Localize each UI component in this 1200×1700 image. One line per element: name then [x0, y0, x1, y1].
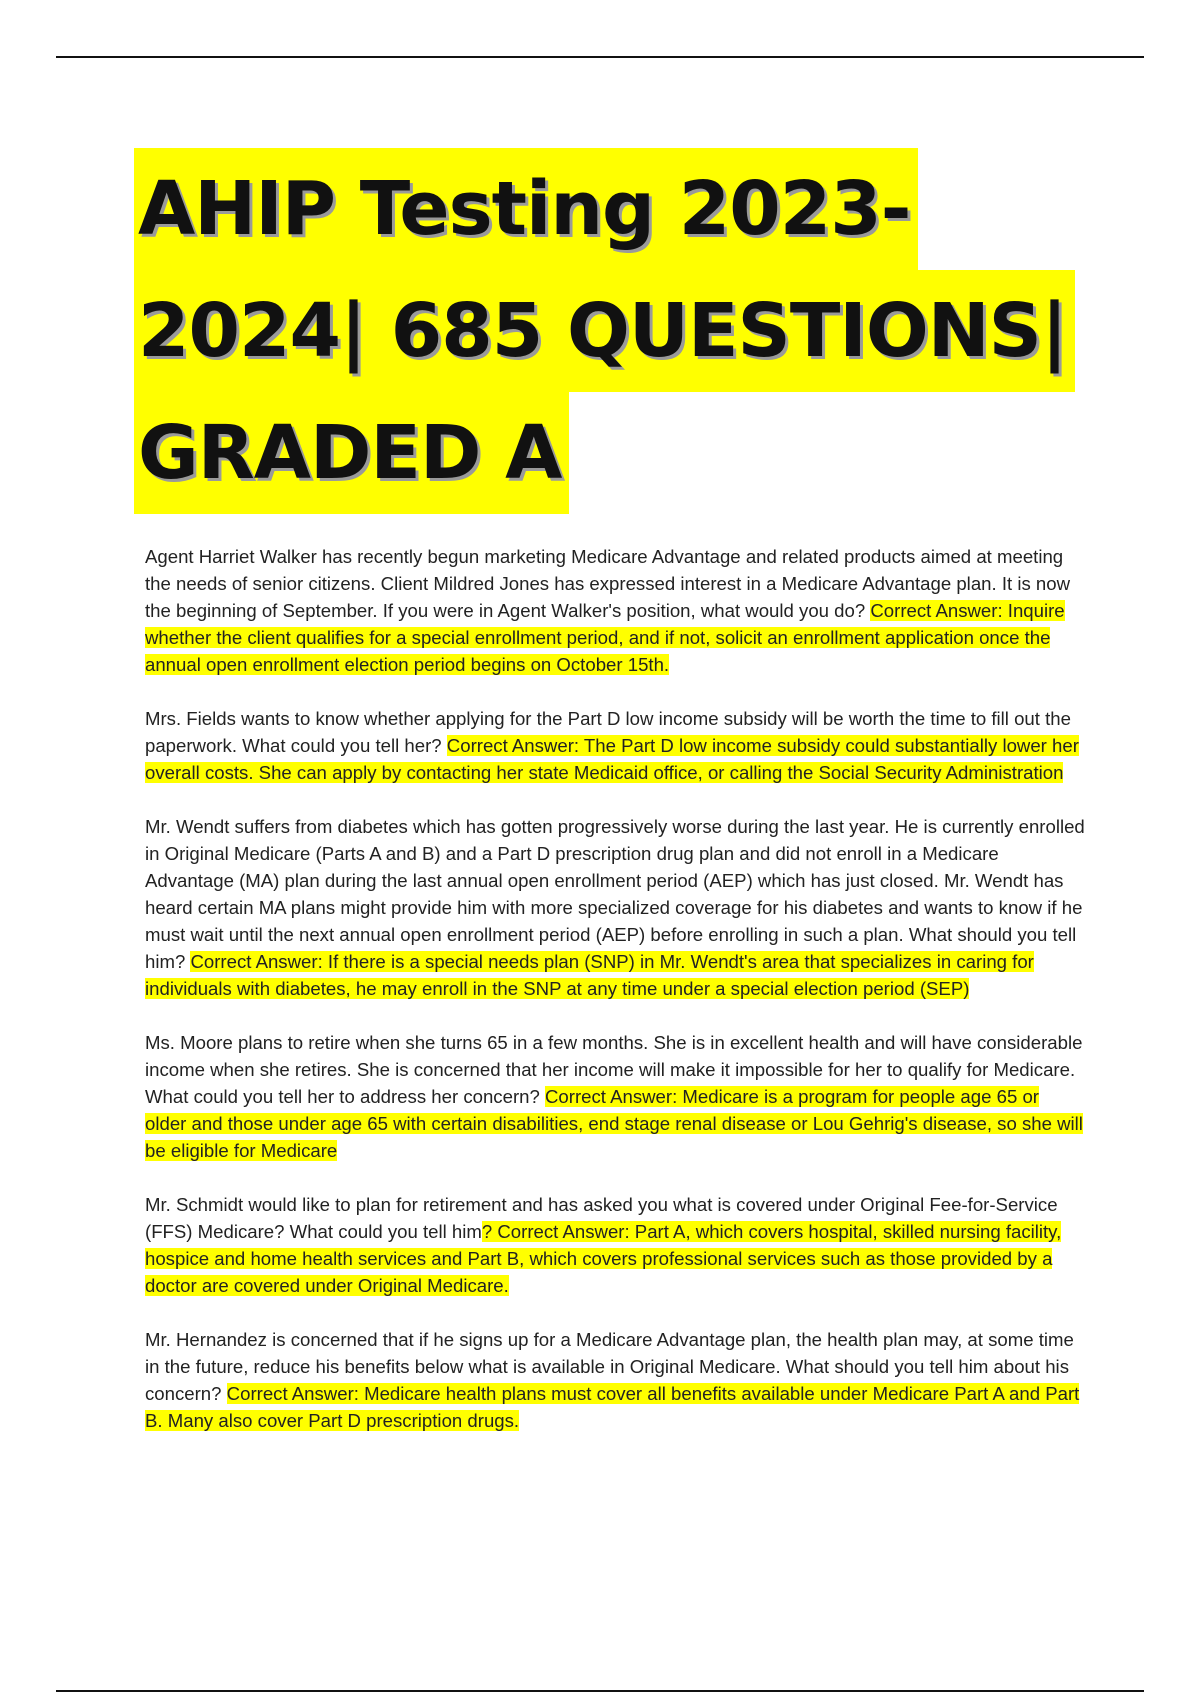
title-line-2: 2024| 685 QUESTIONS| — [134, 270, 1075, 392]
question-text: Mr. Wendt suffers from diabetes which has gotten progressively worse during the last year. He is currently enrolled in Original Medicare (Parts A and B) and a Part D prescription drug plan and did not enroll in a Medicare Advantage (MA) plan during the last annual open enrollment period (AEP) which has just closed. Mr. Wendt has heard certain MA plans might provide him with more specialized coverage for his diabetes and wants to know if he must wait until the next annual open enrollment period (AEP) before enrolling in such a plan. What should you tell him? — [145, 816, 1085, 972]
qa-item-5 — [145, 1191, 1085, 1299]
question-text: Mr. Schmidt would like to plan for retirement and has asked you what is covered under Original Fee-for-Service (FFS) Medicare? What could you tell him — [145, 1194, 1058, 1242]
qa-item-4 — [145, 1029, 1085, 1164]
title-line-3: GRADED A — [134, 392, 569, 514]
document-title — [134, 148, 1134, 514]
question-text: Mrs. Fields wants to know whether applying for the Part D low income subsidy will be worth the time to fill out the paperwork. What could you tell her? — [145, 708, 1071, 756]
qa-item-1 — [145, 543, 1085, 678]
qa-item-3 — [145, 813, 1085, 1002]
question-text: Agent Harriet Walker has recently begun marketing Medicare Advantage and related products aimed at meeting the needs of senior citizens. Client Mildred Jones has expressed interest in a Medicare Advantage plan. It is now the beginning of September. If you were in Agent Walker's position, what would you do? — [145, 546, 1071, 621]
answer-text: Correct Answer: If there is a special needs plan (SNP) in Mr. Wendt's area that specializes in caring for individuals with diabetes, he may enroll in the SNP at any time under a special election period (SEP) — [145, 951, 1034, 999]
qa-item-2 — [145, 705, 1085, 786]
answer-text: Correct Answer: Inquire whether the client qualifies for a special enrollment period, and if not, solicit an enrollment application once the annual open enrollment election period begins on October 15th. — [145, 600, 1065, 675]
answer-text: Correct Answer: The Part D low income subsidy could substantially lower her overall costs. She can apply by contacting her state Medicaid office, or calling the Social Security Administration — [145, 735, 1079, 783]
question-answer-list — [145, 543, 1085, 1461]
answer-text: Correct Answer: Medicare is a program for people age 65 or older and those under age 65 with certain disabilities, end stage renal disease or Lou Gehrig's disease, so she will be eligible for Medicare — [145, 1086, 1083, 1161]
answer-text: Correct Answer: Medicare health plans must cover all benefits available under Medicare Part A and Part B. Many also cover Part D prescription drugs. — [145, 1383, 1080, 1431]
bottom-horizontal-rule — [56, 1690, 1144, 1692]
title-line-1: AHIP Testing 2023- — [134, 148, 918, 270]
answer-text: ? Correct Answer: Part A, which covers hospital, skilled nursing facility, hospice and home health services and Part B, which covers professional services such as those provided by a doctor are covered under Original Medicare. — [145, 1221, 1062, 1296]
question-text: Mr. Hernandez is concerned that if he signs up for a Medicare Advantage plan, the health plan may, at some time in the future, reduce his benefits below what is available in Original Medicare. What should you tell him about his concern? — [145, 1329, 1074, 1404]
qa-item-6 — [145, 1326, 1085, 1434]
question-text: Ms. Moore plans to retire when she turns 65 in a few months. She is in excellent health and will have considerable income when she retires. She is concerned that her income will make it impossible for her to qualify for Medicare. What could you tell her to address her concern? — [145, 1032, 1083, 1107]
top-horizontal-rule — [56, 56, 1144, 58]
